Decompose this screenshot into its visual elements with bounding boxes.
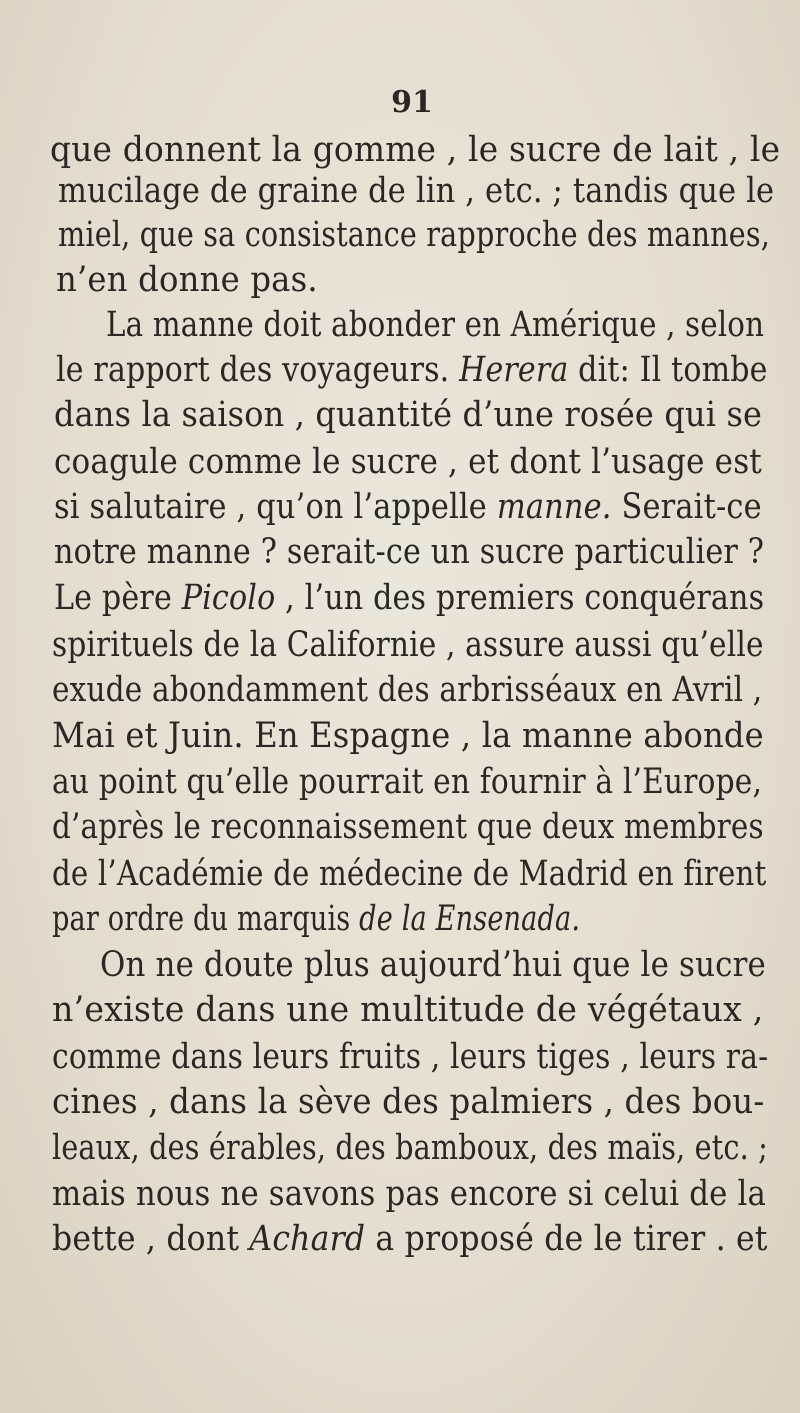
page-number: 91: [391, 85, 433, 120]
text-line-24: mais nous ne savons pas encore si celui de la: [52, 1174, 767, 1214]
text-line-14: Mai et Juin. En Espagne , la manne abonde: [52, 716, 764, 756]
text-line-3: miel, que sa consistance rapproche des mannes,: [58, 215, 771, 255]
text-line-2: mucilage de graine de lin , etc. ; tandis que le: [58, 171, 775, 211]
text-line-13: exude abondamment des arbrisséaux en Avril ,: [52, 670, 763, 710]
text-line-11: Le père Picolo , l’un des premiers conquérans: [54, 578, 765, 618]
text-line-20: n’existe dans une multitude de végétaux ,: [52, 990, 764, 1030]
text-line-15: au point qu’elle pourrait en fournir à l’Europe,: [52, 762, 763, 802]
text-line-12: spirituels de la Californie , assure aussi qu’elle: [52, 625, 764, 665]
text-line-4: n’en donne pas.: [56, 260, 318, 300]
text-line-1: que donnent la gomme , le sucre de lait , le: [50, 130, 781, 170]
text-line-9: si salutaire , qu’on l’appelle manne. Serait-ce: [54, 487, 762, 527]
text-line-6: le rapport des voyageurs. Herera dit: Il tombe: [56, 350, 768, 390]
text-line-8: coagule comme le sucre , et dont l’usage est: [54, 442, 762, 482]
text-line-22: cines , dans la sève des palmiers , des bou-: [52, 1082, 765, 1122]
text-line-10: notre manne ? serait-ce un sucre particulier ?: [54, 532, 765, 572]
text-line-16: d’après le reconnaissement que deux membres: [52, 807, 764, 847]
text-line-25: bette , dont Achard a proposé de le tirer . et: [52, 1219, 768, 1259]
text-line-19: On ne doute plus aujourd’hui que le sucre: [100, 945, 766, 985]
text-line-17: de l’Académie de médecine de Madrid en firent: [52, 854, 767, 894]
text-line-7: dans la saison , quantité d’une rosée qui se: [54, 395, 763, 435]
text-line-5: La manne doit abonder en Amérique , selon: [106, 305, 765, 345]
text-line-21: comme dans leurs fruits , leurs tiges , leurs ra-: [52, 1037, 769, 1077]
text-line-18: par ordre du marquis de la Ensenada.: [52, 899, 581, 939]
text-line-23: leaux, des érables, des bamboux, des maïs, etc. ;: [52, 1128, 768, 1168]
